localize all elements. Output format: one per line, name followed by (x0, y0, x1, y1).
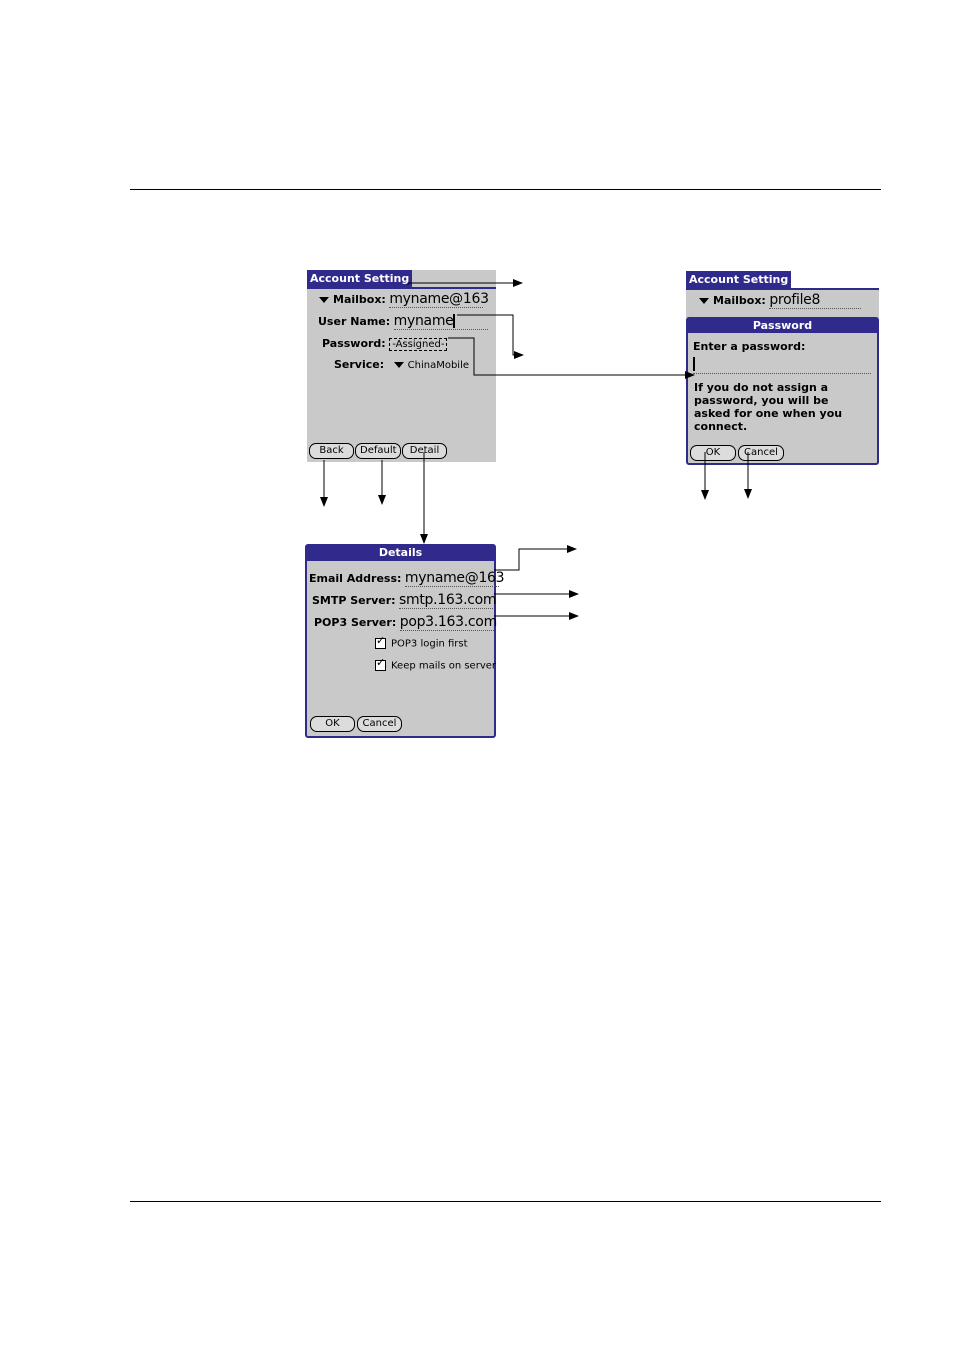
pop3-login-first-checkbox[interactable]: ✓POP3 login first (375, 638, 468, 650)
default-button[interactable]: Default (355, 443, 401, 459)
callout-arrow (408, 283, 522, 285)
mailbox-row[interactable]: Mailbox: myname@163 (319, 291, 483, 308)
mailbox-field[interactable]: profile8 (769, 292, 861, 309)
username-field[interactable]: myname (394, 313, 488, 330)
mailbox-row[interactable]: Mailbox: profile8 (699, 292, 861, 309)
cancel-button[interactable]: Cancel (357, 716, 402, 732)
cancel-button[interactable]: Cancel (738, 445, 784, 461)
username-row: User Name: myname (318, 313, 488, 330)
screen-title: Account Setting (686, 271, 791, 288)
keep-mails-checkbox[interactable]: ✓Keep mails on server (375, 660, 496, 672)
callout-arrow (457, 315, 523, 355)
password-row: Password: -Assigned- (322, 337, 447, 350)
screen-title: Account Setting (307, 270, 412, 287)
password-prompt: Enter a password: (693, 340, 806, 353)
pop3-row: POP3 Server: pop3.163.com (314, 614, 497, 630)
service-row: Service: ChinaMobile (334, 358, 470, 371)
email-field[interactable]: myname@163 (404, 570, 505, 586)
callout-arrow (448, 338, 694, 375)
smtp-row: SMTP Server: smtp.163.com (312, 592, 497, 608)
detail-button[interactable]: Detail (402, 443, 447, 459)
ok-button[interactable]: OK (310, 716, 355, 732)
smtp-field[interactable]: smtp.163.com (399, 592, 497, 608)
ok-button[interactable]: OK (690, 445, 736, 461)
back-button[interactable]: Back (309, 443, 354, 459)
service-dropdown[interactable]: ChinaMobile (394, 360, 469, 371)
mailbox-field[interactable]: myname@163 (389, 291, 489, 307)
dialog-title: Password (688, 319, 877, 333)
password-selector[interactable]: -Assigned- (389, 338, 447, 351)
dialog-title: Details (307, 546, 494, 561)
callout-arrow (494, 549, 576, 570)
password-note: If you do not assign a password, you will be asked for one when you connect. (694, 381, 843, 433)
pop3-field[interactable]: pop3.163.com (399, 614, 497, 630)
email-row: Email Address: myname@163 (309, 570, 505, 586)
